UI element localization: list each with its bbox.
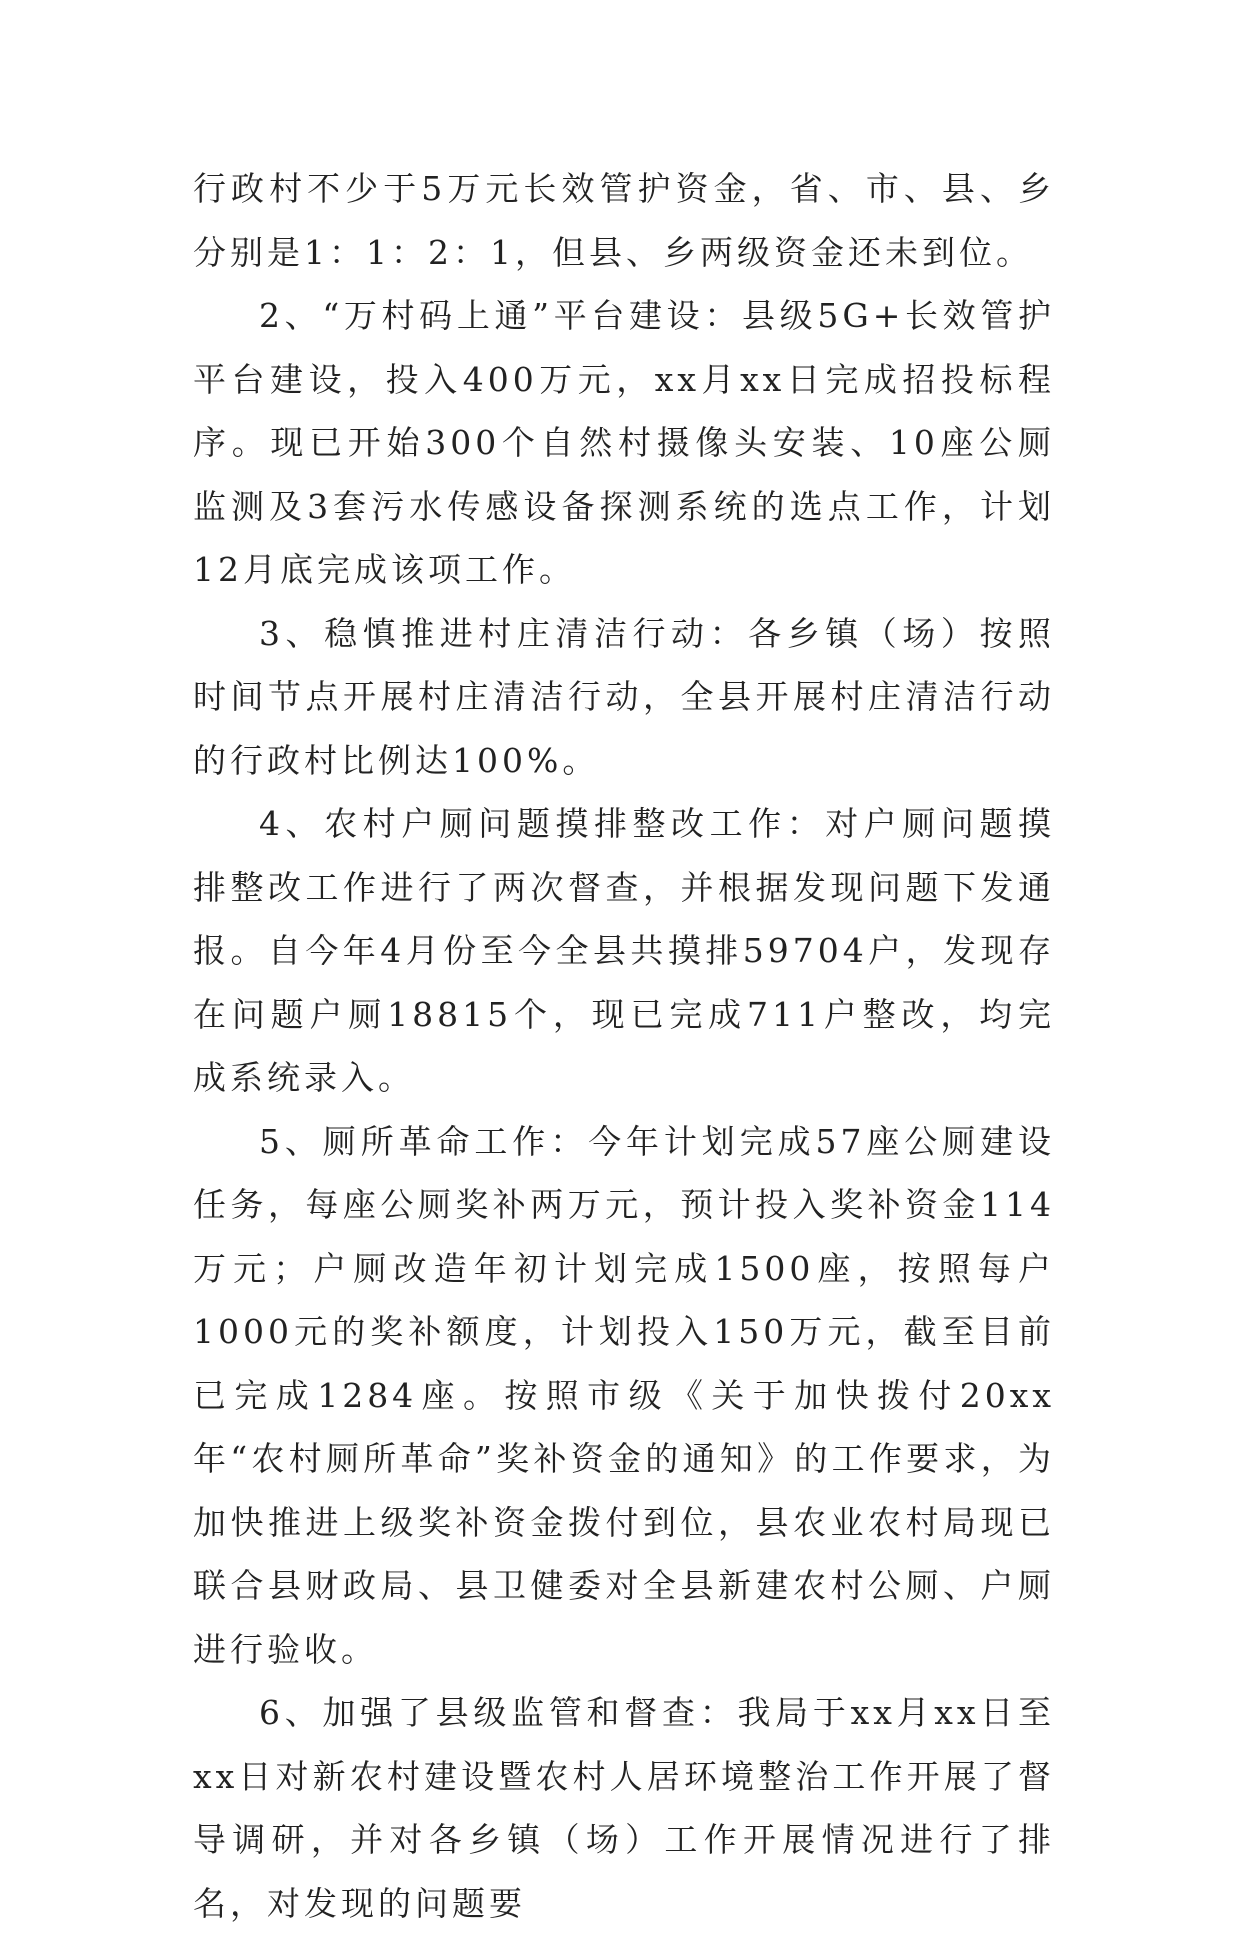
paragraph-toilet-revolution: 5、厕所革命工作：今年计划完成57座公厕建设任务，每座公厕奖补两万元，预计投入奖补资金114万元；户厕改造年初计划完成1500座，按照每户1000元的奖补额度，计划投入150万元，截至目前已完成1284座。按照市级《关于加快拨付20xx年“农村厕所革命”奖补资金的通知》的工作要求，为加快推进上级奖补资金拨付到位，县农业农村局现已联合县财政局、县卫健委对全县新建农村公厕、户厕进行验收。 xyxy=(193,1121,1055,1669)
document-body xyxy=(193,157,1055,1935)
paragraph-platform-construction: 2、“万村码上通”平台建设：县级5G+长效管护平台建设，投入400万元，xx月xx日完成招投标程序。现已开始300个自然村摄像头安装、10座公厕监测及3套污水传感设备探测系统的选点工作，计划12月底完成该项工作。 xyxy=(193,296,1055,589)
paragraph-continuation: 行政村不少于5万元长效管护资金，省、市、县、乡分别是1：1：2：1，但县、乡两级资金还未到位。 xyxy=(193,169,1055,272)
paragraph-village-cleaning: 3、稳慎推进村庄清洁行动：各乡镇（场）按照时间节点开展村庄清洁行动，全县开展村庄清洁行动的行政村比例达100%。 xyxy=(193,613,1055,780)
paragraph-supervision: 6、加强了县级监管和督查：我局于xx月xx日至xx日对新农村建设暨农村人居环境整治工作开展了督导调研，并对各乡镇（场）工作开展情况进行了排名，对发现的问题要 xyxy=(193,1693,1055,1923)
paragraph-toilet-inspection: 4、农村户厕问题摸排整改工作：对户厕问题摸排整改工作进行了两次督查，并根据发现问题下发通报。自今年4月份至今全县共摸排59704户，发现存在问题户厕18815个，现已完成711户整改，均完成系统录入。 xyxy=(193,804,1055,1097)
